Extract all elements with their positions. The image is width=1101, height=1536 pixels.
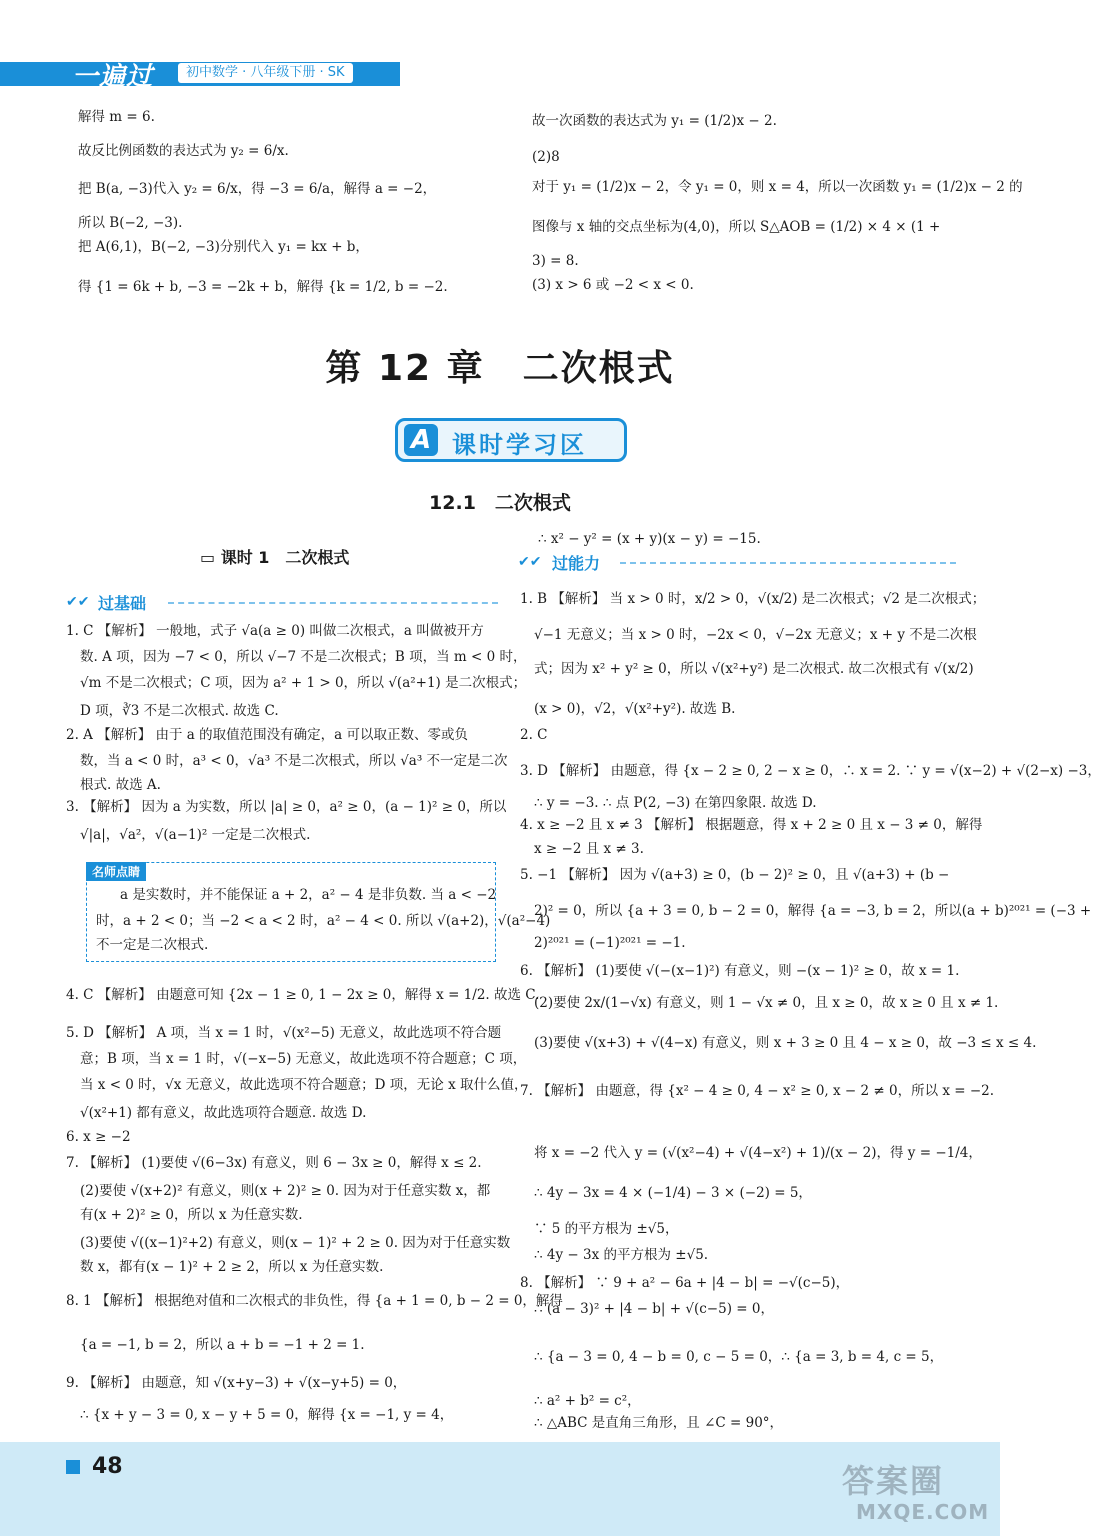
tip-line: 不一定是二次根式. (96, 937, 209, 953)
answer-line: 5. D 【解析】 A 项，当 x = 1 时，√(x²−5) 无意义，故此选项不符合题 (66, 1025, 502, 1041)
answer-line: D 项，∛3 不是二次根式. 故选 C. (80, 703, 279, 719)
answer-line: 1. B 【解析】 当 x > 0 时，x/2 > 0，√(x/2) 是二次根式；√2 是二次根式； (520, 591, 986, 607)
answer-line: ∴ {a − 3 = 0, 4 − b = 0, c − 5 = 0，∴ {a = 3, b = 4, c = 5， (534, 1349, 944, 1365)
answer-line: 6. x ≥ −2 (66, 1129, 131, 1145)
answer-line: 4. C 【解析】 由题意可知 {2x − 1 ≥ 0, 1 − 2x ≥ 0，解得 x = 1/2. 故选 C. (66, 987, 540, 1003)
answer-line: (2)要使 2x/(1−√x) 有意义，则 1 − √x ≠ 0，且 x ≥ 0，故 x ≥ 0 且 x ≠ 1. (534, 995, 999, 1011)
answer-line: ∵ 5 的平方根为 ±√5， (534, 1221, 679, 1237)
text-line: 3) = 8. (532, 253, 579, 269)
badge-letter: A (404, 424, 438, 456)
watermark-url: MXQE.COM (856, 1500, 990, 1524)
page-number: 48 (92, 1454, 123, 1479)
answer-line: (3)要使 √((x−1)²+2) 有意义，则(x − 1)² + 2 ≥ 0. 因为对于任意实数 (80, 1235, 511, 1251)
answer-line: ∴ y = −3. ∴ 点 P(2, −3) 在第四象限. 故选 D. (534, 795, 817, 811)
answer-line: 式；因为 x² + y² ≥ 0，所以 √(x²+y²) 是二次根式. 故二次根式有 √(x/2) (534, 661, 974, 677)
text-line: 对于 y₁ = (1/2)x − 2，令 y₁ = 0，则 x = 4，所以一次函数 y₁ = (1/2)x − 2 的 (532, 179, 1023, 195)
text-line: 所以 B(−2, −3). (78, 215, 183, 231)
answer-line: ∴ a² + b² = c²， (534, 1393, 641, 1409)
answer-line: ∴ 4y − 3x 的平方根为 ±√5. (534, 1247, 709, 1263)
answer-line: 1. C 【解析】 一般地，式子 √a(a ≥ 0) 叫做二次根式，a 叫做被开方 (66, 623, 484, 639)
lesson-title (200, 545, 349, 568)
answer-line: ∴ (a − 3)² + |4 − b| + √(c−5) = 0， (534, 1301, 774, 1317)
answer-line: 7. 【解析】 由题意，得 {x² − 4 ≥ 0, 4 − x² ≥ 0, x − 2 ≠ 0，所以 x = −2. (520, 1083, 995, 1099)
answer-line: (3)要使 √(x+3) + √(4−x) 有意义，则 x + 3 ≥ 0 且 4 − x ≥ 0，故 −3 ≤ x ≤ 4. (534, 1035, 1037, 1051)
answer-line: (2)要使 √(x+2)² 有意义，则(x + 2)² ≥ 0. 因为对于任意实数 x，都 (80, 1183, 491, 1199)
section-title: 12.1 二次根式 (429, 492, 571, 514)
answer-line: 将 x = −2 代入 y = (√(x²−4) + √(4−x²) + 1)/(x − 2)，得 y = −1/4， (534, 1145, 982, 1161)
check-icon: ✔✔ (66, 594, 90, 610)
watermark-logo: 答案圈 (842, 1462, 945, 1500)
answer-line: 7. 【解析】 (1)要使 √(6−3x) 有意义，则 6 − 3x ≥ 0，解得 x ≤ 2. (66, 1155, 482, 1171)
badge-text: 课时学习区 (452, 431, 587, 459)
answer-line: 4. x ≥ −2 且 x ≠ 3 【解析】 根据题意，得 x + 2 ≥ 0 且 x − 3 ≠ 0，解得 (520, 817, 983, 833)
text-line: 得 {1 = 6k + b, −3 = −2k + b，解得 {k = 1/2, b = −2. (78, 279, 448, 295)
answer-line: 数. A 项，因为 −7 < 0，所以 √−7 不是二次根式；B 项，当 m < 0 时， (80, 649, 527, 665)
answer-line: √(x²+1) 都有意义，故此选项符合题意. 故选 D. (80, 1105, 367, 1121)
text-line: 把 B(a, −3)代入 y₂ = 6/x，得 −3 = 6/a，解得 a = −2， (78, 181, 437, 197)
answer-line: 3. 【解析】 因为 a 为实数，所以 |a| ≥ 0，a² ≥ 0，(a − 1)² ≥ 0，所以 (66, 799, 507, 815)
header-logo: 一遍过 (72, 62, 154, 92)
answer-line: 数，当 a < 0 时，a³ < 0，√a³ 不是二次根式，所以 √a³ 不一定是二次 (80, 753, 508, 769)
text-line: 解得 m = 6. (78, 109, 155, 125)
answer-line: ∴ x² − y² = (x + y)(x − y) = −15. (538, 531, 761, 547)
answer-line: (x > 0)，√2，√(x²+y²). 故选 B. (534, 701, 736, 717)
answer-line: 2)²⁰²¹ = (−1)²⁰²¹ = −1. (534, 935, 686, 951)
answer-line: ∴ △ABC 是直角三角形，且 ∠C = 90°， (534, 1415, 784, 1431)
answer-line: 数 x，都有(x − 1)² + 2 ≥ 2，所以 x 为任意实数. (80, 1259, 384, 1275)
answer-line: 2. C (520, 727, 548, 743)
answer-line: 9. 【解析】 由题意，知 √(x+y−3) + √(x−y+5) = 0， (66, 1375, 407, 1391)
teacher-tip-tag: 名师点睛 (86, 862, 146, 881)
answer-line: √−1 无意义；当 x > 0 时，−2x < 0，√−2x 无意义；x + y 不是二次根 (534, 627, 977, 643)
check-icon: ✔✔ (518, 554, 542, 570)
answer-line: 意；B 项，当 x = 1 时，√(−x−5) 无意义，故此选项不符合题意；C 项， (80, 1051, 527, 1067)
answer-line: x ≥ −2 且 x ≠ 3. (534, 841, 644, 857)
book-icon: ▭ (200, 548, 221, 567)
chapter-title: 第 12 章 二次根式 (325, 348, 675, 389)
text-line: 把 A(6,1)，B(−2, −3)分别代入 y₁ = kx + b， (78, 239, 369, 255)
answer-line: 2. A 【解析】 由于 a 的取值范围没有确定，a 可以取正数、零或负 (66, 727, 468, 743)
text-line: 图像与 x 轴的交点坐标为(4,0)，所以 S△AOB = (1/2) × 4 × (1 + (532, 219, 941, 235)
right-section-heading: 过能力 (552, 554, 601, 573)
divider (620, 562, 956, 564)
divider (168, 602, 498, 604)
lesson-title-text: 课时 1 二次根式 (220, 548, 350, 567)
answer-line: √m 不是二次根式；C 项，因为 a² + 1 > 0，所以 √(a²+1) 是二次根式； (80, 675, 527, 691)
text-line: 故一次函数的表达式为 y₁ = (1/2)x − 2. (532, 113, 777, 129)
answer-line: 6. 【解析】 (1)要使 √(−(x−1)²) 有意义，则 −(x − 1)² ≥ 0，故 x = 1. (520, 963, 960, 979)
page-marker (66, 1460, 80, 1474)
left-section-heading: 过基础 (98, 594, 147, 613)
answer-line: 当 x < 0 时，√x 无意义，故此选项不符合题意；D 项，无论 x 取什么值， (80, 1077, 528, 1093)
answer-line: 有(x + 2)² ≥ 0，所以 x 为任意实数. (80, 1207, 303, 1223)
tip-line: a 是实数时，并不能保证 a + 2，a² − 4 是非负数. 当 a < −2 (120, 887, 497, 903)
answer-line: {a = −1, b = 2，所以 a + b = −1 + 2 = 1. (80, 1337, 365, 1353)
text-line: (3) x > 6 或 −2 < x < 0. (532, 277, 694, 293)
header-subtitle: 初中数学 · 八年级下册 · SK (178, 63, 353, 83)
answer-line: ∴ {x + y − 3 = 0, x − y + 5 = 0，解得 {x = −1, y = 4， (80, 1407, 454, 1423)
tip-line: 时，a + 2 < 0；当 −2 < a < 2 时，a² − 4 < 0. 所以 √(a+2)，√(a²−4) (96, 913, 551, 929)
answer-line: 8. 【解析】 ∵ 9 + a² − 6a + |4 − b| = −√(c−5)， (520, 1275, 850, 1291)
answer-line: 5. −1 【解析】 因为 √(a+3) ≥ 0，(b − 2)² ≥ 0，且 √(a+3) + (b − (520, 867, 950, 883)
lesson-zone-badge (395, 418, 627, 462)
answer-line: ∴ 4y − 3x = 4 × (−1/4) − 3 × (−2) = 5， (534, 1185, 812, 1201)
text-line: (2)8 (532, 149, 560, 165)
answer-line: 2)² = 0，所以 {a + 3 = 0, b − 2 = 0，解得 {a = −3, b = 2，所以(a + b)²⁰²¹ = (−3 + (534, 903, 1092, 919)
answer-line: 8. 1 【解析】 根据绝对值和二次根式的非负性，得 {a + 1 = 0, b − 2 = 0，解得 (66, 1293, 563, 1309)
answer-line: 根式. 故选 A. (80, 777, 161, 793)
answer-line: √|a|，√a²，√(a−1)² 一定是二次根式. (80, 827, 311, 843)
answer-line: 3. D 【解析】 由题意，得 {x − 2 ≥ 0, 2 − x ≥ 0，∴ x = 2. ∵ y = √(x−2) + √(2−x) −3， (520, 763, 1101, 779)
text-line: 故反比例函数的表达式为 y₂ = 6/x. (78, 143, 289, 159)
